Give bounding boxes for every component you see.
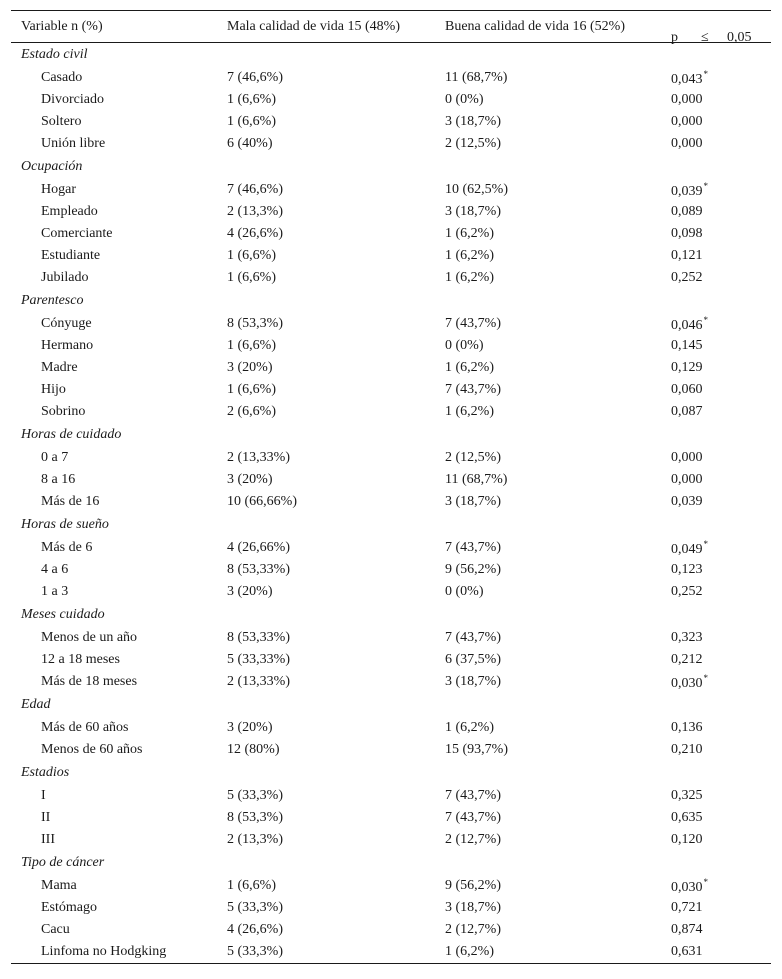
- label: Hermano: [41, 338, 94, 353]
- label: Unión libre: [41, 136, 106, 151]
- p-value-text: 0,631: [671, 943, 703, 959]
- mala-value: 1 (6,6%): [227, 878, 276, 893]
- p-cell: [661, 739, 771, 761]
- p-cell: [661, 717, 771, 739]
- p-value-text: 0,136: [671, 720, 703, 735]
- mala-value: 2 (13,33%): [227, 450, 290, 465]
- p-cell: [661, 491, 771, 513]
- p-value-text: 0,120: [671, 832, 703, 847]
- p-value-text: 0,060: [671, 382, 703, 397]
- mala-value: 12 (80%): [227, 742, 280, 757]
- label: I: [41, 788, 46, 803]
- p-cell: [661, 671, 771, 693]
- p-value-text: 0,089: [671, 204, 703, 219]
- buena-value: 2 (12,7%): [445, 832, 501, 847]
- mala-value: 1 (6,6%): [227, 338, 276, 353]
- buena-value: 3 (18,7%): [445, 900, 501, 915]
- group-title: Ocupación: [21, 159, 83, 174]
- p-value-text: 0,325: [671, 788, 703, 803]
- label: Menos de 60 años: [41, 742, 143, 757]
- buena-value: 10 (62,5%): [445, 182, 508, 197]
- p-value-text: 0,129: [671, 360, 703, 375]
- p-symbol: ≤: [701, 29, 709, 45]
- p-cell: [661, 401, 771, 423]
- mala-value: 8 (53,3%): [227, 316, 283, 331]
- p-cell: [661, 89, 771, 111]
- buena-value: 1 (6,2%): [445, 404, 494, 419]
- group-row: [11, 155, 771, 179]
- table-row: [11, 807, 771, 829]
- label: Hogar: [41, 182, 76, 197]
- mala-value: 3 (20%): [227, 472, 273, 487]
- table-row: [11, 447, 771, 469]
- buena-value: 1 (6,2%): [445, 360, 494, 375]
- mala-value: 8 (53,3%): [227, 810, 283, 825]
- label: 1 a 3: [41, 584, 69, 599]
- mala-value: 1 (6,6%): [227, 248, 276, 263]
- p-value-text: 0,123: [671, 562, 703, 577]
- p-cell: [661, 807, 771, 829]
- table-body: [11, 43, 771, 964]
- buena-value: 0 (0%): [445, 92, 484, 107]
- p-cell: [661, 785, 771, 807]
- buena-value: 11 (68,7%): [445, 70, 508, 85]
- p-value-text: 0,087: [671, 404, 703, 419]
- buena-value: 7 (43,7%): [445, 788, 501, 803]
- label: Divorciado: [41, 92, 104, 107]
- buena-value: 7 (43,7%): [445, 810, 501, 825]
- label: 8 a 16: [41, 472, 76, 487]
- header-buena: Buena calidad de vida 16 (52%): [435, 11, 661, 43]
- buena-value: 0 (0%): [445, 338, 484, 353]
- p-cell: [661, 447, 771, 469]
- group-title: Meses cuidado: [21, 607, 105, 622]
- p-value-text: 0,210: [671, 742, 703, 757]
- label: Linfoma no Hodgking: [11, 941, 217, 963]
- buena-value: 7 (43,7%): [445, 630, 501, 645]
- table-row: [11, 897, 771, 919]
- mala-value: 3 (20%): [227, 360, 273, 375]
- p-value-text: 0,323: [671, 630, 703, 645]
- table-row: [11, 469, 771, 491]
- buena-value: 7 (43,7%): [445, 540, 501, 555]
- group-row: [11, 43, 771, 68]
- mala-value: 5 (33,3%): [227, 788, 283, 803]
- p-value-text: 0,030: [671, 879, 703, 895]
- p-value-text: 0,121: [671, 248, 703, 263]
- table-row: [11, 671, 771, 693]
- label: 0 a 7: [41, 450, 69, 465]
- table-row: [11, 179, 771, 201]
- buena-value: 3 (18,7%): [445, 494, 501, 509]
- buena-value: 9 (56,2%): [445, 878, 501, 893]
- significance-asterisk: *: [703, 314, 708, 325]
- mala-value: 4 (26,6%): [227, 922, 283, 937]
- buena-value: 3 (18,7%): [445, 114, 501, 129]
- p-cell: [661, 875, 771, 897]
- table-row: [11, 941, 771, 963]
- p-value-text: 0,000: [671, 136, 703, 151]
- group-title: Edad: [21, 697, 51, 712]
- p-cell: [661, 335, 771, 357]
- p-value-text: 0,039: [671, 183, 703, 199]
- mala-value: 7 (46,6%): [227, 182, 283, 197]
- p-value-text: 0,030: [671, 675, 703, 691]
- significance-asterisk: *: [703, 180, 708, 191]
- p-value-text: 0,039: [671, 494, 703, 509]
- p-cell: [661, 627, 771, 649]
- table-row: [11, 201, 771, 223]
- mala-value: 2 (13,3%): [227, 204, 283, 219]
- buena-value: 9 (56,2%): [445, 562, 501, 577]
- p-cell: [661, 357, 771, 379]
- p-cell: [661, 267, 771, 289]
- label: 12 a 18 meses: [41, 652, 120, 667]
- table-row: [11, 829, 771, 851]
- mala-value: 3 (20%): [227, 720, 273, 735]
- group-title: Tipo de cáncer: [21, 855, 105, 870]
- p-value-text: 0,046: [671, 317, 703, 333]
- table-row: [11, 627, 771, 649]
- p-cell: [661, 111, 771, 133]
- p-value-text: 0,043: [671, 71, 703, 87]
- table-row: [11, 875, 771, 897]
- buena-value: 7 (43,7%): [445, 382, 501, 397]
- p-cell: [661, 313, 771, 335]
- group-row: [11, 851, 771, 875]
- mala-value: 8 (53,33%): [227, 630, 290, 645]
- mala-value: 1 (6,6%): [227, 114, 276, 129]
- label: II: [41, 810, 51, 825]
- table-header: [11, 11, 771, 43]
- group-row: [11, 423, 771, 447]
- significance-asterisk: *: [703, 68, 708, 79]
- mala-value: 5 (33,3%): [227, 900, 283, 915]
- p-cell: [661, 559, 771, 581]
- mala-value: 10 (66,66%): [227, 494, 297, 509]
- buena-value: 3 (18,7%): [445, 674, 501, 689]
- table-row: [11, 357, 771, 379]
- label: Cacu: [41, 922, 70, 937]
- p-cell: [661, 897, 771, 919]
- table-row: [11, 89, 771, 111]
- buena-value: 1 (6,2%): [445, 720, 494, 735]
- label: III: [41, 832, 55, 847]
- p-cell: [661, 581, 771, 603]
- group-title: Estado civil: [21, 47, 88, 62]
- mala-value: 2 (6,6%): [227, 404, 276, 419]
- mala-value: 7 (46,6%): [227, 70, 283, 85]
- buena-value: 1 (6,2%): [435, 941, 661, 963]
- label: 4 a 6: [41, 562, 69, 577]
- group-title: Horas de sueño: [21, 517, 109, 532]
- buena-value: 0 (0%): [445, 584, 484, 599]
- label: Comerciante: [41, 226, 113, 241]
- buena-value: 11 (68,7%): [445, 472, 508, 487]
- table-row: [11, 111, 771, 133]
- p-value-text: 0,049: [671, 541, 703, 557]
- table-row: [11, 581, 771, 603]
- p-value-text: 0,212: [671, 652, 703, 667]
- buena-value: 2 (12,7%): [445, 922, 501, 937]
- buena-value: 1 (6,2%): [445, 248, 494, 263]
- label: Sobrino: [41, 404, 86, 419]
- group-row: [11, 761, 771, 785]
- table-row: [11, 313, 771, 335]
- mala-value: 8 (53,33%): [227, 562, 290, 577]
- label: Hijo: [41, 382, 66, 397]
- table-row: [11, 335, 771, 357]
- table-row: [11, 267, 771, 289]
- label: Estómago: [41, 900, 97, 915]
- label: Más de 16: [41, 494, 100, 509]
- label: Estudiante: [41, 248, 101, 263]
- p-value-text: 0,000: [671, 472, 703, 487]
- header-variable: Variable n (%): [11, 11, 217, 43]
- label: Más de 60 años: [41, 720, 129, 735]
- mala-value: 1 (6,6%): [227, 382, 276, 397]
- label: Más de 6: [41, 540, 93, 555]
- p-value-text: 0,000: [671, 450, 703, 465]
- p-value-text: 0,874: [671, 922, 703, 937]
- label: Empleado: [41, 204, 98, 219]
- label: Menos de un año: [41, 630, 138, 645]
- p-cell: [661, 133, 771, 155]
- p-letter: p: [671, 29, 678, 45]
- p-cell: [661, 379, 771, 401]
- group-row: [11, 603, 771, 627]
- buena-value: 7 (43,7%): [445, 316, 501, 331]
- p-value-text: 0,252: [671, 270, 703, 285]
- label: Soltero: [41, 114, 82, 129]
- p-value-text: 0,721: [671, 900, 703, 915]
- buena-value: 2 (12,5%): [445, 136, 501, 151]
- p-value-text: 0,635: [671, 810, 703, 825]
- p-value-text: 0,252: [671, 584, 703, 599]
- p-cell: [661, 829, 771, 851]
- table-row: [11, 717, 771, 739]
- group-row: [11, 513, 771, 537]
- significance-asterisk: *: [703, 672, 708, 683]
- p-cell: [661, 537, 771, 559]
- table-row: [11, 223, 771, 245]
- group-title: Estadios: [21, 765, 70, 780]
- mala-value: 3 (20%): [227, 584, 273, 599]
- mala-value: 4 (26,66%): [227, 540, 290, 555]
- table-row: [11, 559, 771, 581]
- significance-asterisk: *: [703, 876, 708, 887]
- p-value-text: 0,000: [671, 92, 703, 107]
- table-row: [11, 245, 771, 267]
- p-cell: [661, 469, 771, 491]
- header-mala: Mala calidad de vida 15 (48%): [217, 11, 435, 43]
- buena-value: 1 (6,2%): [445, 270, 494, 285]
- label: Más de 18 meses: [41, 674, 138, 689]
- label: Casado: [41, 70, 83, 85]
- table-row: [11, 649, 771, 671]
- buena-value: 2 (12,5%): [445, 450, 501, 465]
- label: Mama: [41, 878, 77, 893]
- buena-value: 15 (93,7%): [445, 742, 508, 757]
- group-title: Parentesco: [21, 293, 84, 308]
- table-row: [11, 785, 771, 807]
- mala-value: 2 (13,33%): [227, 674, 290, 689]
- buena-value: 3 (18,7%): [445, 204, 501, 219]
- label: Madre: [41, 360, 78, 375]
- mala-value: 5 (33,33%): [227, 652, 290, 667]
- p-cell: [661, 245, 771, 267]
- p-value-text: 0,000: [671, 114, 703, 129]
- header-row: [11, 11, 771, 43]
- group-row: [11, 693, 771, 717]
- label: Cónyuge: [41, 316, 92, 331]
- mala-value: 2 (13,3%): [227, 832, 283, 847]
- table-row: [11, 537, 771, 559]
- header-p: [661, 11, 771, 43]
- buena-value: 6 (37,5%): [445, 652, 501, 667]
- table-row: [11, 739, 771, 761]
- p-cell: [661, 179, 771, 201]
- group-title: Horas de cuidado: [21, 427, 122, 442]
- data-table: [11, 10, 771, 964]
- table-row: [11, 133, 771, 155]
- mala-value: 4 (26,6%): [227, 226, 283, 241]
- label: Jubilado: [41, 270, 89, 285]
- p-cell: [661, 941, 771, 963]
- p-cell: [661, 201, 771, 223]
- p-cell: [661, 649, 771, 671]
- p-value-text: 0,145: [671, 338, 703, 353]
- table-row: [11, 491, 771, 513]
- table-row: [11, 919, 771, 941]
- buena-value: 1 (6,2%): [445, 226, 494, 241]
- p-cell: [661, 67, 771, 89]
- group-row: [11, 289, 771, 313]
- p-cell: [661, 223, 771, 245]
- table-row: [11, 401, 771, 423]
- mala-value: 1 (6,6%): [227, 92, 276, 107]
- p-value-text: 0,098: [671, 226, 703, 241]
- table-row: [11, 67, 771, 89]
- p-cell: [661, 919, 771, 941]
- mala-value: 5 (33,3%): [217, 941, 435, 963]
- mala-value: 1 (6,6%): [227, 270, 276, 285]
- p-value: 0,05: [727, 29, 752, 45]
- significance-asterisk: *: [703, 538, 708, 549]
- mala-value: 6 (40%): [227, 136, 273, 151]
- table-row: [11, 379, 771, 401]
